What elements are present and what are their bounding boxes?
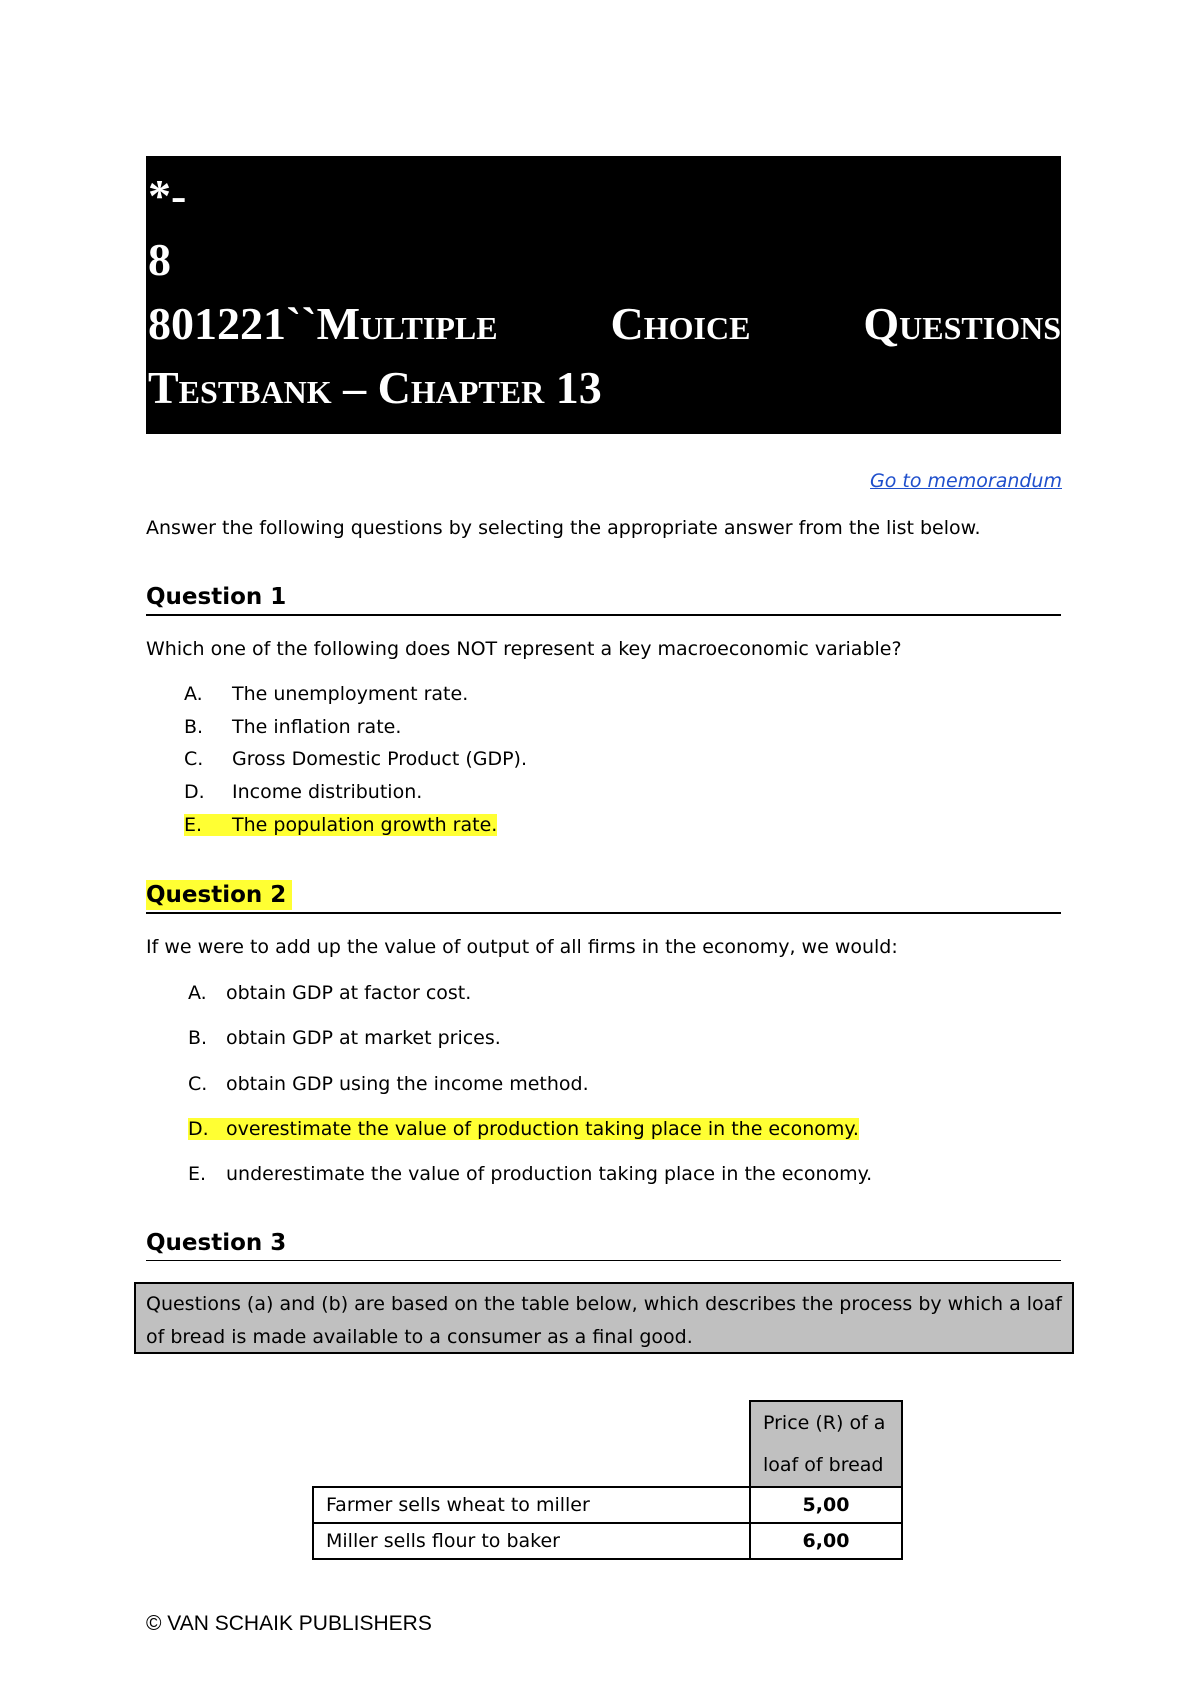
question-3-note-box: Questions (a) and (b) are based on the table below, which describes the process by which a loaf of bread is made available to a consumer as a final good.: [134, 1282, 1074, 1354]
q1-option-a-text: The unemployment rate.: [232, 683, 469, 705]
q1-option-e-highlighted: [184, 814, 497, 836]
table-row: [313, 1523, 902, 1559]
table-header-price: Price (R) of a loaf of bread: [750, 1401, 902, 1487]
q1-option-d-letter: D.: [184, 781, 205, 803]
title-code: 801221``: [148, 298, 317, 349]
question-1-text: Which one of the following does NOT represent a key macroeconomic variable?: [146, 638, 902, 660]
q2-option-b: [188, 1027, 501, 1049]
q1-option-d: [184, 781, 422, 803]
q2-option-c-letter: C.: [188, 1073, 208, 1095]
question-3-heading-text: Question 3: [146, 1230, 287, 1256]
table-row-label: Farmer sells wheat to miller: [313, 1487, 750, 1523]
q2-option-b-text: obtain GDP at market prices.: [226, 1027, 501, 1049]
q1-option-c-text: Gross Domestic Product (GDP).: [232, 748, 528, 770]
q1-option-a-letter: A.: [184, 683, 203, 705]
question-2-heading: [146, 882, 1061, 914]
table-row: [313, 1487, 902, 1523]
q2-option-d-highlighted: [188, 1118, 859, 1140]
bread-price-table: [312, 1400, 903, 1560]
title-word-multiple: Multiple: [316, 298, 498, 349]
q1-option-b: [184, 716, 401, 738]
q1-option-a: [184, 683, 468, 705]
table-corner: [313, 1401, 750, 1487]
title-chapter: – Chapter 13: [331, 362, 602, 413]
q2-option-d-letter: D.: [188, 1118, 226, 1140]
question-1-heading-text: Question 1: [146, 584, 287, 610]
q2-option-e-letter: E.: [188, 1163, 207, 1185]
q2-option-e: [188, 1163, 872, 1185]
q2-option-a-letter: A.: [188, 982, 207, 1004]
instructions-text: Answer the following questions by selecting the appropriate answer from the list below.: [146, 517, 981, 539]
table-row-label: Miller sells flour to baker: [313, 1523, 750, 1559]
table-row-value: 5,00: [750, 1487, 902, 1523]
q1-option-d-text: Income distribution.: [232, 781, 423, 803]
q2-option-c-text: obtain GDP using the income method.: [226, 1073, 589, 1095]
question-1-heading: [146, 584, 1061, 616]
q2-option-a: [188, 982, 471, 1004]
q2-option-b-letter: B.: [188, 1027, 208, 1049]
question-3-heading: [146, 1230, 1061, 1261]
q2-option-d-text: overestimate the value of production taking place in the economy.: [226, 1118, 859, 1140]
q1-option-c-letter: C.: [184, 748, 204, 770]
q1-option-e-letter: E.: [184, 814, 232, 836]
q1-option-b-text: The inflation rate.: [232, 716, 402, 738]
memorandum-link[interactable]: Go to memorandum: [870, 470, 1062, 492]
q1-option-e-text: The population growth rate.: [232, 814, 498, 836]
q1-option-c: [184, 748, 527, 770]
title-block: [146, 156, 1061, 434]
q2-option-c: [188, 1073, 589, 1095]
q2-option-a-text: obtain GDP at factor cost.: [226, 982, 472, 1004]
title-line-3: [148, 292, 1061, 356]
question-2-heading-text: Question 2: [146, 880, 292, 910]
question-2-text: If we were to add up the value of output of all firms in the economy, we would:: [146, 936, 898, 958]
q1-option-b-letter: B.: [184, 716, 204, 738]
title-line-1: *-: [148, 170, 187, 221]
title-line-4: [148, 356, 1061, 420]
title-word-testbank: Testbank: [148, 362, 332, 413]
title-line-2: 8: [148, 234, 171, 285]
table-row-value: 6,00: [750, 1523, 902, 1559]
footer-copyright: © VAN SCHAIK PUBLISHERS: [146, 1612, 432, 1635]
q2-option-e-text: underestimate the value of production taking place in the economy.: [226, 1163, 873, 1185]
title-word-questions: Questions: [863, 298, 1061, 349]
title-word-choice: Choice: [610, 298, 751, 349]
